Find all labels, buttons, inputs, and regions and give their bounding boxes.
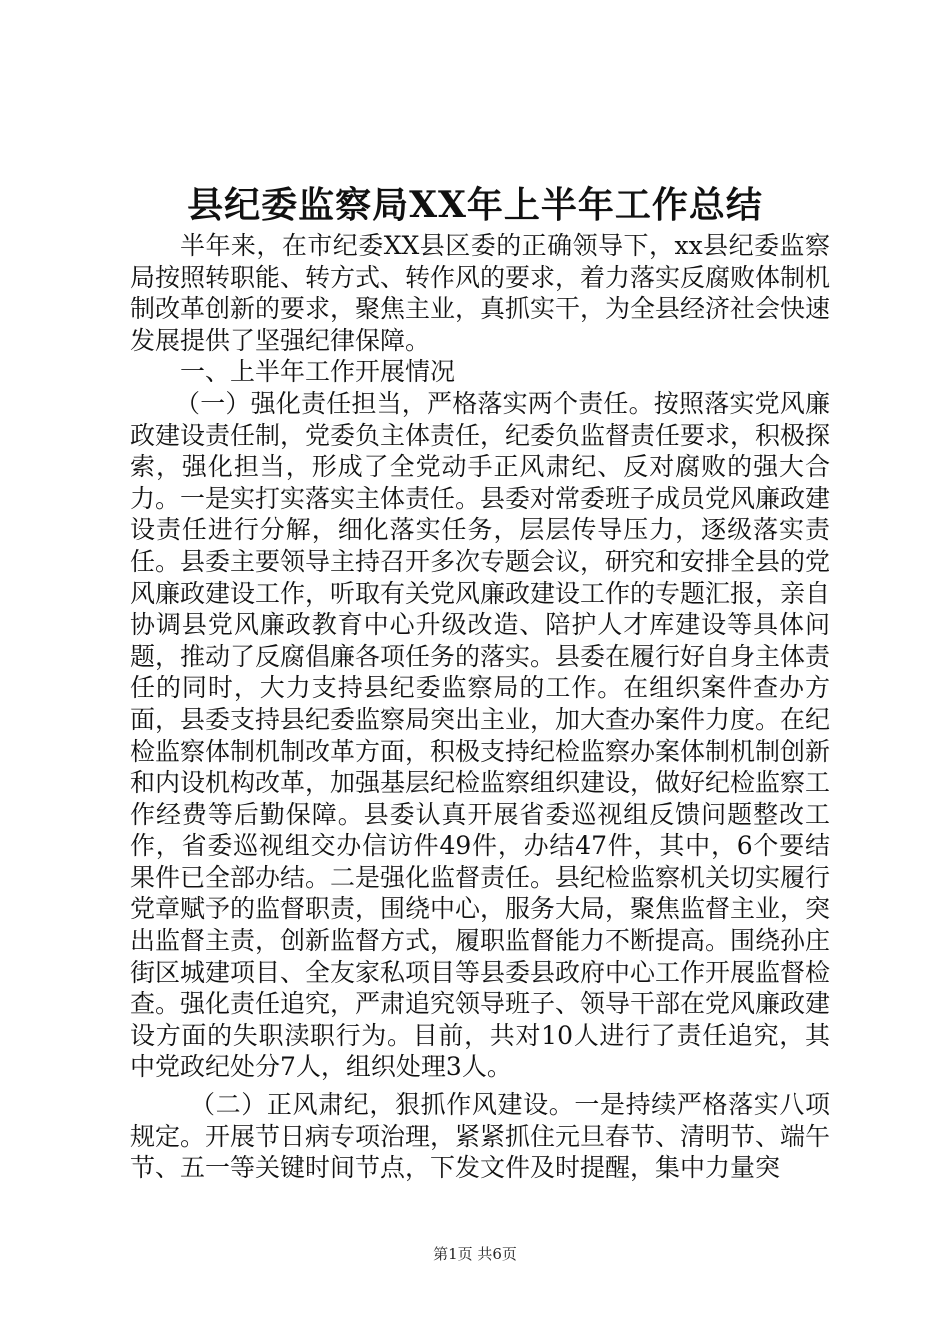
- paragraph-section-1: （一）强化责任担当，严格落实两个责任。按照落实党风廉政建设责任制，党委负主体责任，纪委负监督责任要求，积极探索，强化担当，形成了全党动手正风肃纪、反对腐败的强大合力。一是实打实落实主体责任。县委对常委班子成员党风廉政建设责任进行分解，细化落实任务，层层传导压力，逐级落实责任。县委主要领导主持召开多次专题会议，研究和安排全县的党风廉政建设工作，听取有关党风廉政建设工作的专题汇报，亲自协调县党风廉政教育中心升级改造、陪护人才库建设等具体问题，推动了反腐倡廉各项任务的落实。县委在履行好自身主体责任的同时，大力支持县纪委监察局的工作。在组织案件查办方面，县委支持县纪委监察局突出主业，加大查办案件力度。在纪检监察体制机制改革方面，积极支持纪检监察办案体制机制创新和内设机构改革，加强基层纪检监察组织建设，做好纪检监察工作经费等后勤保障。县委认真开展省委巡视组反馈问题整改工作，省委巡视组交办信访件49件，办结47件，其中，6个要结果件已全部办结。二是强化监督责任。县纪检监察机关切实履行党章赋予的监督职责，围绕中心，服务大局，聚焦监督主业，突出监督主责，创新监督方式，履职监督能力不断提高。围绕孙庄街区城建项目、全友家私项目等县委县政府中心工作开展监督检查。强化责任追究，严肃追究领导班子、领导干部在党风廉政建设方面的失职渎职行为。目前，共对10人进行了责任追究，其中党政纪处分7人，组织处理3人。: [130, 388, 831, 1082]
- paragraph-section-2: （二）正风肃纪，狠抓作风建设。一是持续严格落实八项规定。开展节日病专项治理，紧紧抓住元旦春节、清明节、端午节、五一等关键时间节点，下发文件及时提醒，集中力量突: [130, 1090, 831, 1183]
- document-body: [130, 230, 830, 1184]
- document-title: 县纪委监察局XX年上半年工作总结: [187, 184, 763, 226]
- paragraph-intro: 半年来，在市纪委XX县区委的正确领导下，xx县纪委监察局按照转职能、转方式、转作风的要求，着力落实反腐败体制机制改革创新的要求，聚焦主业，真抓实干，为全县经济社会快速发展提供了坚强纪律保障。: [130, 231, 831, 355]
- page-number-footer: 第1页 共6页: [433, 1245, 517, 1263]
- section-heading: 一、上半年工作开展情况: [180, 357, 456, 387]
